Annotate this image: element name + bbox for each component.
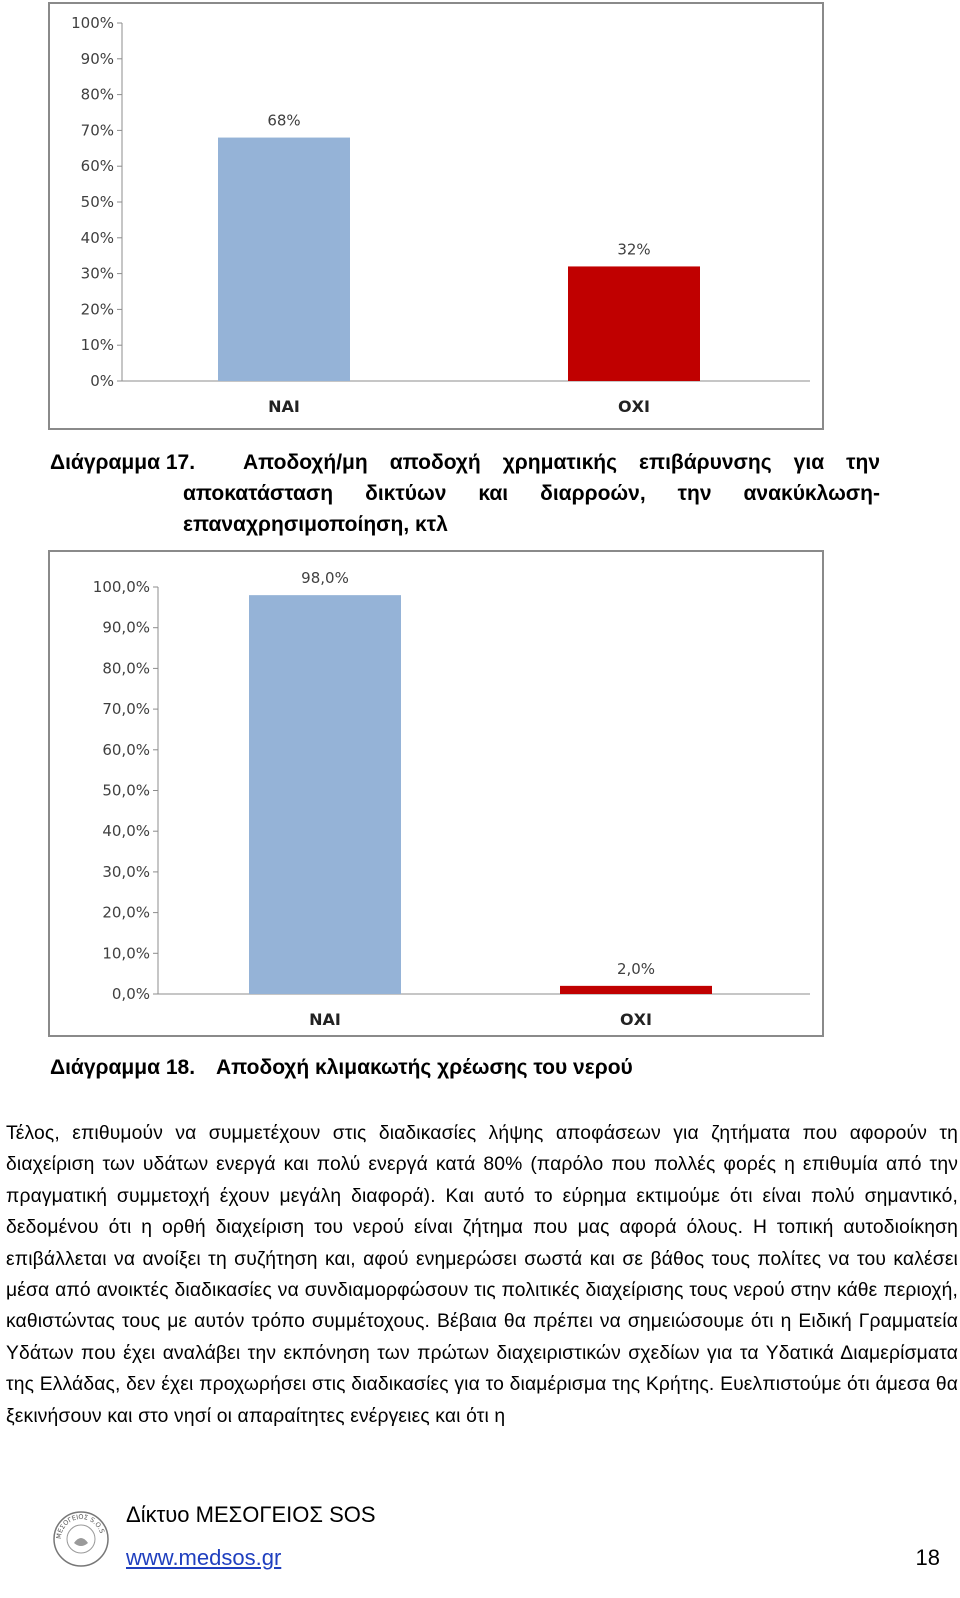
chart-17-plot: [50, 4, 822, 428]
y-tick-label: 20%: [80, 300, 114, 319]
chart-17: [48, 2, 824, 430]
category-label: ΝΑΙ: [309, 1010, 341, 1029]
y-tick-label: 80,0%: [102, 659, 150, 678]
logo-text: ΜΕΣΟΓΕΙΟΣ S.O.S: [54, 1512, 107, 1540]
y-tick-label: 60,0%: [102, 740, 150, 759]
bar-value-label: 2,0%: [616, 959, 656, 978]
website-link[interactable]: www.medsos.gr: [126, 1545, 282, 1570]
y-tick-label: 90%: [80, 49, 114, 68]
chart-17-caption-number: Διάγραμμα 17.: [50, 451, 196, 474]
chart-18-plot: [50, 552, 822, 1035]
page-number: 18: [915, 1545, 940, 1570]
chart-18-caption: [50, 1052, 940, 1084]
y-tick-label: 10%: [80, 336, 114, 355]
category-label: ΝΑΙ: [268, 397, 300, 416]
y-tick-label: 70%: [80, 121, 114, 140]
y-tick-label: 30,0%: [102, 862, 150, 881]
chart-17-caption-text: Αποδοχή/μη αποδοχή χρηματικής επιβάρυνσης για την αποκατάσταση δικτύων και διαρροών, την ανακύκλωση-επαναχρησιμοποίηση, κτλ: [183, 451, 880, 536]
body-paragraph: Τέλος, επιθυμούν να συμμετέχουν στις διαδικασίες λήψης αποφάσεων για ζητήματα που αφορούν τη διαχείριση των υδάτων ενεργά και πολύ ενεργά κατά 80% (παρόλο που πολλές φορές η επιθυμία από την πραγματική συμμετοχή έχουν μεγάλη διαφορά). Και αυτό το εύρημα εκτιμούμε ότι είναι πολύ σημαντικό, δεδομένου ότι η ορθή διαχείριση του νερού είναι ζήτημα που μας αφορά όλους. Η τοπική αυτοδιοίκηση επιβάλλεται να ανοίξει τη συζήτηση και, αφού ενημερώσει σωστά και σε βάθος τους πολίτες να του καλέσει μέσα από ανοικτές διαδικασίες να συνδιαμορφώσουν τις πολιτικές διαχείρισης τους νερού στην κάθε περιοχή, καθιστώντας τους με αυτόν τρόπο συμμέτοχους. Βέβαια θα πρέπει να σημειώσουμε ότι η Ειδική Γραμματεία Υδάτων που έχει αναλάβει την εκπόνηση των πρώτων διαχειριστικών σχεδίων για τα Υδατικά Διαμερίσματα της Ελλάδας, δεν έχει προχωρήσει στις διαδικασίες για το διαμέρισμα της Κρήτης. Ευελπιστούμε ότι άμεσα θα ξεκινήσουν και στο νησί οι απαραίτητες ενέργειες και ότι η: [6, 1123, 958, 1427]
y-tick-label: 0,0%: [111, 985, 150, 1003]
chart-18-caption-text: Αποδοχή κλιμακωτής χρέωσης του νερού: [216, 1056, 633, 1079]
y-tick-label: 70,0%: [102, 700, 150, 719]
bar-value-label: 98,0%: [301, 569, 349, 588]
medsos-circular-logo-icon: [52, 1510, 110, 1568]
y-tick-label: 30%: [80, 264, 114, 283]
bar-1: [560, 986, 712, 994]
y-tick-label: 90,0%: [102, 618, 150, 637]
bar-1: [568, 266, 700, 381]
y-tick-label: 20,0%: [102, 903, 150, 922]
y-tick-label: 80%: [80, 85, 114, 104]
bar-value-label: 68%: [267, 111, 301, 130]
y-tick-label: 50,0%: [102, 781, 150, 800]
y-tick-label: 40,0%: [102, 822, 150, 841]
y-tick-label: 40%: [80, 228, 114, 247]
y-tick-label: 60%: [80, 157, 114, 176]
bar-0: [249, 595, 401, 994]
svg-text:ΜΕΣΟΓΕΙΟΣ S.O.S: [55, 1513, 106, 1539]
category-label: ΟΧΙ: [618, 397, 650, 416]
y-tick-label: 10,0%: [102, 944, 150, 963]
chart-17-caption: [50, 447, 940, 543]
category-label: ΟΧΙ: [620, 1010, 652, 1029]
chart-18: [48, 550, 824, 1037]
y-tick-label: 50%: [80, 193, 114, 211]
bar-value-label: 32%: [617, 240, 651, 259]
chart-18-caption-number: Διάγραμμα 18.: [50, 1056, 196, 1079]
y-tick-label: 100,0%: [92, 578, 150, 596]
footer-org-name: Δίκτυο ΜΕΣΟΓΕΙΟΣ SOS: [126, 1502, 376, 1527]
y-tick-label: 0%: [90, 372, 114, 390]
y-tick-label: 100%: [71, 14, 114, 32]
bar-0: [218, 138, 350, 381]
